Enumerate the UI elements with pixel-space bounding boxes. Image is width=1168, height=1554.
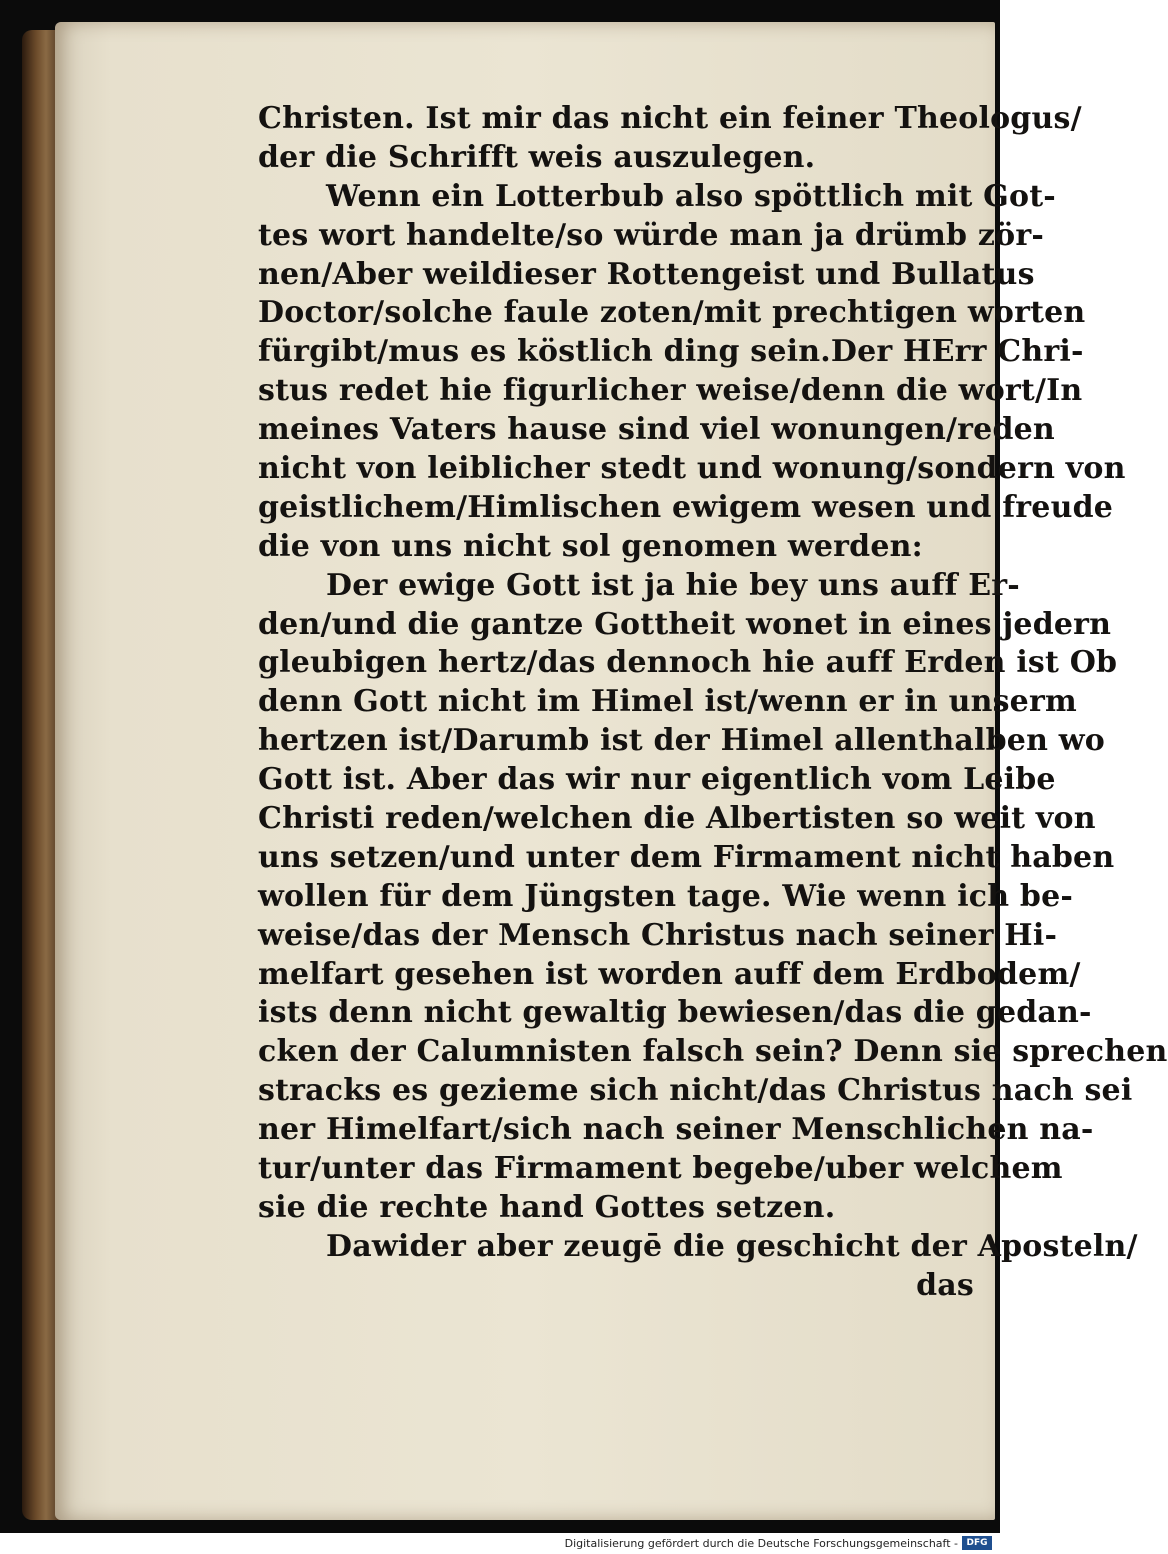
text-line: der die Schrifft weis auszulegen.: [258, 139, 816, 175]
text-line: denn Gott nicht im Himel ist/wenn er in unserm: [258, 684, 1077, 720]
text-line: uns setzen/und unter dem Firmament nicht haben: [258, 839, 1115, 875]
text-line: hertzen ist/Darumb ist der Himel allenthalben wo: [258, 723, 1105, 759]
text-line: nicht von leiblicher stedt und wonung/sondern von: [258, 451, 1126, 487]
text-line: gleubigen hertz/das dennoch hie auff Erden ist Ob: [258, 645, 1118, 681]
catchword: das: [916, 1267, 974, 1303]
dfg-logo: DFG: [962, 1536, 992, 1550]
text-line: nen/Aber weildieser Rottengeist und Bullatus: [258, 256, 1035, 292]
text-line: wollen für dem Jüngsten tage. Wie wenn ich be-: [258, 878, 1074, 914]
text-line: Christi reden/welchen die Albertisten so weit von: [258, 801, 1096, 837]
text-line: Doctor/solche faule zoten/mit prechtigen worten: [258, 295, 1086, 331]
footer-bar: [0, 1533, 1000, 1554]
text-line: meines Vaters hause sind viel wonungen/reden: [258, 412, 1055, 448]
text-line: stus redet hie figurlicher weise/denn die wort/In: [258, 373, 1083, 409]
text-line: den/und die gantze Gottheit wonet in eines jedern: [258, 606, 1112, 642]
text-line: fürgibt/mus es köstlich ding sein.Der HErr Chri-: [258, 334, 1084, 370]
text-line: tes wort handelte/so würde man ja drümb zör-: [258, 217, 1044, 253]
footer-credit: Digitalisierung gefördert durch die Deutsche Forschungsgemeinschaft -: [564, 1537, 958, 1550]
text-line: Christen. Ist mir das nicht ein feiner Theologus/: [258, 101, 1082, 136]
text-line: die von uns nicht sol genomen werden:: [258, 528, 923, 564]
text-line: Gott ist. Aber das wir nur eigentlich vom Leibe: [258, 762, 1056, 798]
text-line: geistlichem/Himlischen ewigem wesen und freude: [258, 489, 1114, 525]
text-line: tur/unter das Firmament begebe/uber welchem: [258, 1151, 1063, 1187]
text-line: weise/das der Mensch Christus nach seiner Hi-: [258, 917, 1058, 953]
text-line: stracks es gezieme sich nicht/das Christus nach sei: [258, 1073, 1133, 1109]
page-text-block: [258, 100, 1168, 1306]
text-line: cken der Calumnisten falsch sein? Denn sie sprechen: [258, 1034, 1168, 1070]
text-line: ists denn nicht gewaltig bewiesen/das die gedan-: [258, 995, 1092, 1031]
text-line: Der ewige Gott ist ja hie bey uns auff Er-: [326, 567, 1020, 603]
text-line: Wenn ein Lotterbub also spöttlich mit Got-: [326, 178, 1056, 214]
text-line: sie die rechte hand Gottes setzen.: [258, 1189, 836, 1225]
text-line: melfart gesehen ist worden auff dem Erdbodem/: [258, 956, 1081, 992]
text-line: Dawider aber zeugē die geschicht der Aposteln/: [326, 1228, 1138, 1264]
text-line: ner Himelfart/sich nach seiner Menschlichen na-: [258, 1112, 1094, 1148]
